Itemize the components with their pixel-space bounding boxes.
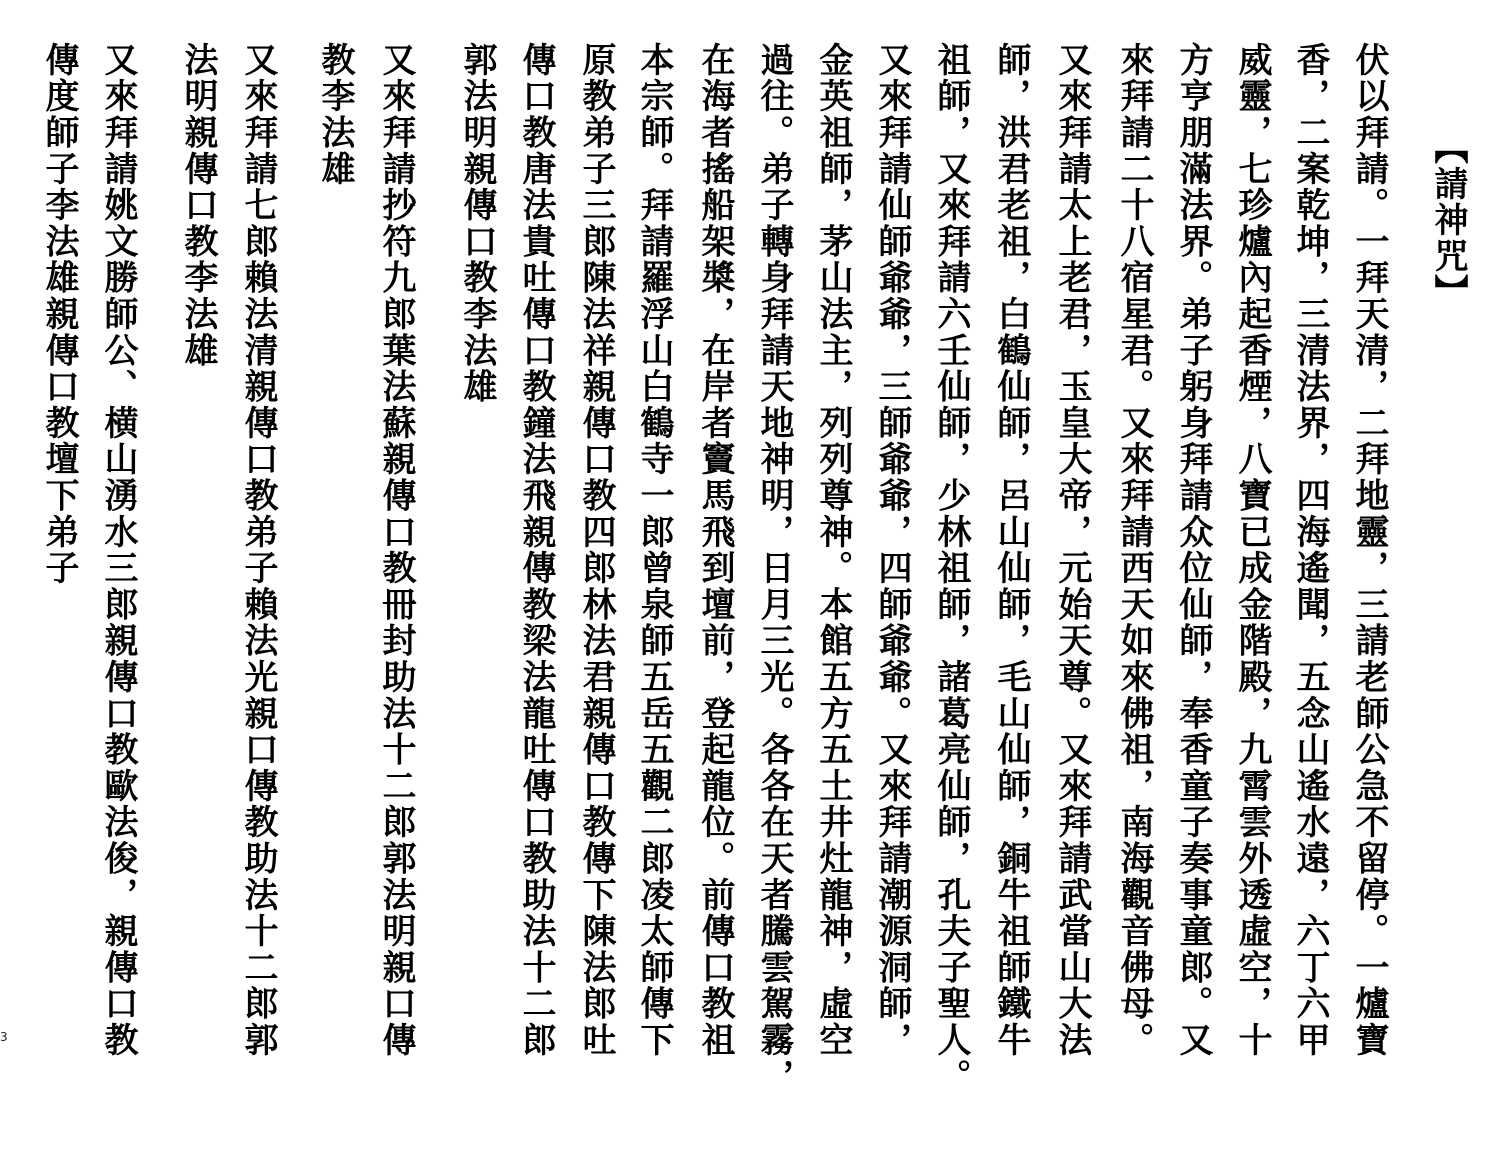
text-column-3: 威靈，七珍爐內起香煙，八寶已成金階殿，九霄雲外透虛空，十	[1232, 42, 1272, 1059]
text-column-1: 伏以拜請。一拜天清，二拜地靈，三請老師公急不留停。一爐寶	[1349, 42, 1389, 1059]
text-column-18: 教李法雄	[315, 42, 355, 188]
text-column-11: 過往。弟子轉身拜請天地神明，日月三光。各各在天者騰雲駕霧，	[754, 42, 794, 1095]
text-column-17: 又來拜請抄符九郎葉法蘇親傳口教冊封助法十二郎郭法明親口傳	[376, 42, 416, 1059]
text-column-5: 來拜請二十八宿星君。又來拜請西天如來佛祖，南海觀音佛母。	[1114, 42, 1154, 1059]
text-column-16: 郭法明親傳口教李法雄	[457, 42, 497, 405]
text-column-2: 香，二案乾坤，三清法界，四海遙聞，五念山遙水遠，六丁六甲	[1290, 42, 1330, 1059]
text-column-20: 法明親傳口教李法雄	[178, 42, 218, 369]
text-column-15: 傳口教唐法貴吐傳口教鐘法飛親傳教梁法龍吐傳口教助法十二郎	[516, 42, 556, 1059]
text-column-10: 金英祖師，茅山法主，列列尊神。本館五方五土井灶龍神，虛空	[813, 42, 853, 1059]
page-title: 【請神咒】	[1428, 130, 1468, 310]
text-column-6: 又來拜請太上老君，玉皇大帝，元始天尊。又來拜請武當山大法	[1052, 42, 1092, 1059]
text-column-13: 本宗師。拜請羅浮山白鶴寺一郎曾泉師五岳五觀二郎凌太師傳下	[634, 42, 674, 1059]
page-number: 3	[0, 1030, 8, 1044]
text-column-21: 又來拜請姚文勝師公、横山湧水三郎親傳口教歐法俊，親傳口教	[98, 42, 138, 1059]
text-column-4: 方亨朋滿法界。弟子躬身拜請众位仙師，奉香童子奏事童郎。又	[1173, 42, 1213, 1059]
text-column-9: 又來拜請仙師爺爺，三師爺爺，四師爺爺。又來拜請潮源洞師，	[872, 42, 912, 1059]
text-column-19: 又來拜請七郎賴法清親傳口教弟子賴法光親口傳教助法十二郎郭	[238, 42, 278, 1059]
text-column-12: 在海者搖船架槳，在岸者竇馬飛到壇前，登起龍位。前傳口教祖	[695, 42, 735, 1059]
text-column-8: 祖師，又來拜請六壬仙師，少林祖師，諸葛亮仙師，孔夫子聖人。	[931, 42, 971, 1095]
text-column-14: 原教弟子三郎陳法祥親傳口教四郎林法君親傳口教傳下陳法郎吐	[576, 42, 616, 1059]
text-column-22: 傳度師子李法雄親傳口教壇下弟子	[39, 42, 79, 587]
text-column-7: 師，洪君老祖，白鶴仙師，呂山仙師，毛山仙師，銅牛祖師鐵牛	[991, 42, 1031, 1059]
